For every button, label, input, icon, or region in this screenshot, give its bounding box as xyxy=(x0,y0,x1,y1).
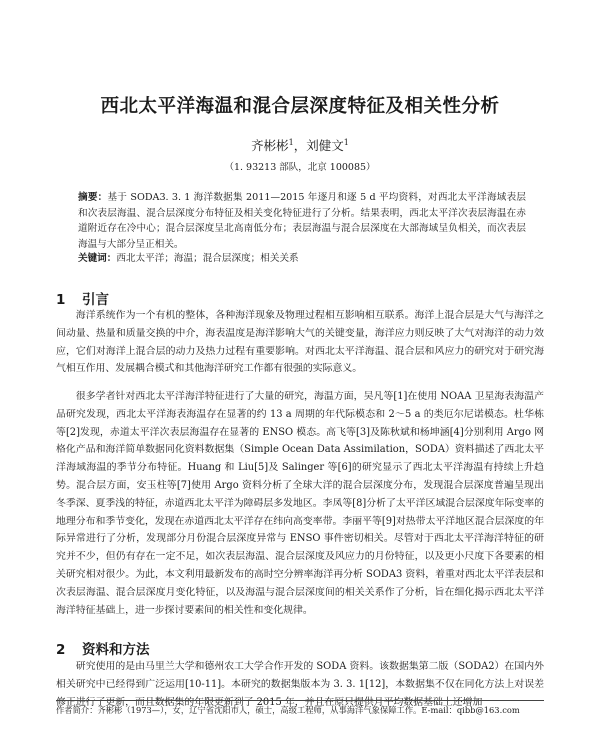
author-separator: ， xyxy=(293,138,307,153)
footnote-divider xyxy=(56,700,544,701)
section-number: 2 xyxy=(56,642,66,658)
body-paragraph: 很多学者针对西北太平洋海洋特征进行了大量的研究，海温方面，吴凡等[1]在使用 NOAA 卫星海表海温产品研究发现，西北太平洋海表海温存在显著的约 13 a 周期的年代际模态和 2～5 a 的类厄尔尼诺模态。杜华栋等[2]发现，赤道太平洋次表层海温存在显著的 ENSO 模态。高飞等[3]及陈秋斌和杨坤涵[4]分别利用 Argo 网格化产品和海洋简单数据同化资料数据集（Simple Ocean Data Assimilation，SODA）资料描述了西北太平洋海域海温的季节分布特征。Huang 和 Liu[5]及 Salinger 等[6]的研究显示了西北太平洋海温有持续上升趋势。混合层方面，安玉柱等[7]使用 Argo 资料分析了全球大洋的混合层深度分布，发现混合层深度普遍呈现出冬季深、夏季浅的特征，赤道西北太平洋为障碍层多发地区。李凤等[8]分析了太平洋区域混合层深度年际变率的地理分布和季节变化，发现在赤道西北太平洋存在纬向高变率带。李丽平等[9]对热带太平洋地区混合层深度的年际异常进行了分析，发现部分月份混合层深度异常与 ENSO 事件密切相关。尽管对于西北太平洋海洋特征的研究并不少，但仍有存在一定不足，如次表层海温、混合层深度及风应力的月份特征，以及更小尺度下各要素的相关研究相对很少。为此，本文利用最新发布的高时空分辨率海洋再分析 SODA3 资料，着重对西北太平洋表层和次表层海温、混合层深度月变化特征，以及海温与混合层深度间的相关关系作了分析，旨在细化揭示西北太平洋海洋特征基础上，进一步探讨要素间的相关性和变化规律。 xyxy=(56,391,544,616)
keywords-text: 西北太平洋；海温；混合层深度；相关关系 xyxy=(116,253,299,264)
author-affil-mark: 1 xyxy=(288,137,294,147)
body-paragraph: 海洋系统作为一个有机的整体，各种海洋现象及物理过程相互影响相互联系。海洋上混合层是大气与海洋之间动量、热量和质量交换的中介，海表温度是海洋影响大气的关键变量，海洋应力则反映了大气对海洋的动力效应，它们对海洋上混合层的动力及热力过程有重要影响。对西北太平洋海温、混合层和风应力的研究对于研究海气相互作用、发展耦合模式和其他海洋研究工作都有很强的实际意义。 xyxy=(56,310,544,375)
author-affil-mark: 1 xyxy=(343,137,349,147)
affiliation: （1. 93213 部队，北京 100085） xyxy=(224,162,376,173)
author-name: 刘健文 xyxy=(306,138,344,153)
section-title: 引言 xyxy=(82,292,109,308)
abstract-label: 摘要： xyxy=(78,192,108,203)
abstract-text: 基于 SODA3. 3. 1 海洋数据集 2011—2015 年逐月和逐 5 d 平均资料，对西北太平洋海域表层和次表层海温、混合层深度分布特征及相关变化特征进行了分析。结果表明，西北太平洋次表层海温在赤道附近存在冷中心；混合层深度呈北高南低分布；表层海温与混合层深度在大部海域呈负相关，而次表层海温与大部分呈正相关。 xyxy=(78,192,526,250)
footnote: 作者简介：齐彬彬（1973—），女，辽宁省沈阳市人，硕士，高级工程师，从事海洋气象保障工作。E-mail：qibb@163.com xyxy=(56,705,520,715)
paper-title: 西北太平洋海温和混合层深度特征及相关性分析 xyxy=(100,96,500,117)
body-paragraph: 研究使用的是由马里兰大学和德州农工大学合作开发的 SODA 资料。该数据集第二版（SODA2）在国内外相关研究中已经得到广泛运用[10-11]。本研究的数据集版本为 3. 3. 1[12]，本数据集不仅在同化方法上对误差修正进行了更新，而且数据集的年限更新到了 2015 年，并且在原只提供月平均数据基础上还增加 xyxy=(56,661,544,708)
abstract xyxy=(78,190,526,252)
section-heading xyxy=(56,638,150,658)
author-line xyxy=(0,136,600,154)
section-heading xyxy=(56,288,109,308)
section-title: 资料和方法 xyxy=(82,642,150,658)
section-number: 1 xyxy=(56,292,66,308)
keywords xyxy=(78,251,526,267)
keywords-label: 关键词： xyxy=(78,253,117,264)
author-name: 齐彬彬 xyxy=(251,138,289,153)
